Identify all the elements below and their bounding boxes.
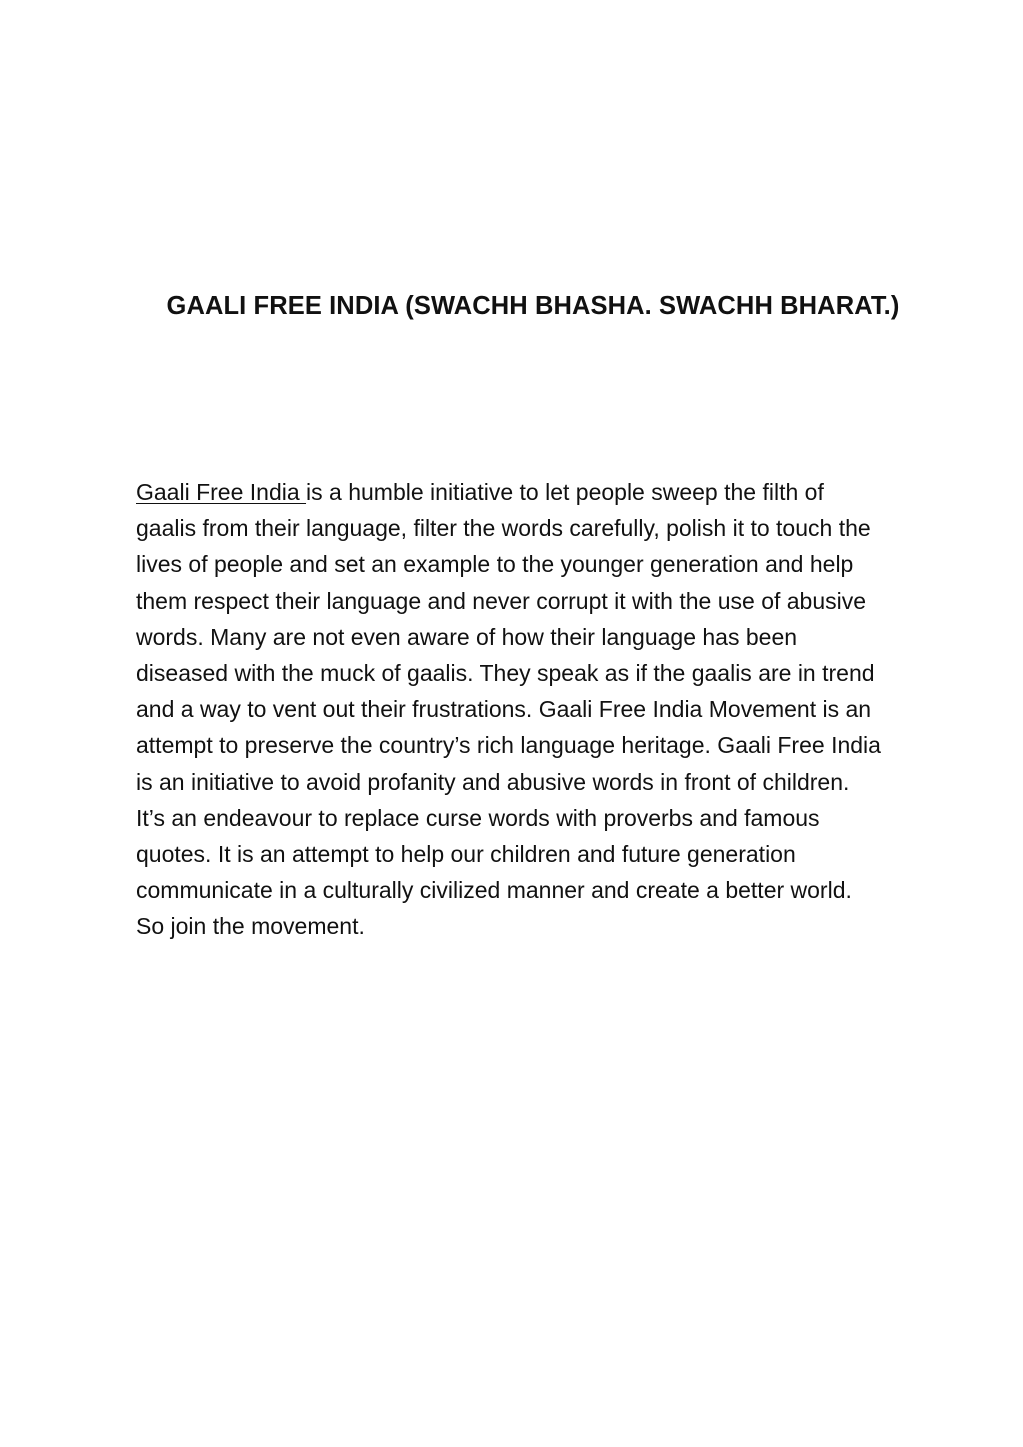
paragraph-line: words. Many are not even aware of how their language has been [136, 623, 798, 650]
paragraph-line: communicate in a culturally civilized manner and create a better world. [136, 877, 852, 904]
paragraph-line [136, 474, 966, 510]
paragraph-line: attempt to preserve the country’s rich language heritage. Gaali Free India [136, 732, 881, 759]
page-title: GAALI FREE INDIA (SWACHH BHASHA. SWACHH BHARAT.) [166, 292, 900, 320]
paragraph-line: is an initiative to avoid profanity and abusive words in front of children. [136, 768, 850, 795]
body-paragraph [136, 474, 966, 945]
paragraph-line-text: is a humble initiative to let people sweep the filth of [306, 479, 824, 505]
paragraph-line: and a way to vent out their frustrations. Gaali Free India Movement is an [136, 696, 872, 723]
paragraph-line: lives of people and set an example to the younger generation and help [136, 551, 854, 578]
paragraph-line: diseased with the muck of gaalis. They speak as if the gaalis are in trend [136, 660, 875, 687]
paragraph-line: quotes. It is an attempt to help our children and future generation [136, 841, 796, 868]
paragraph-line: It’s an endeavour to replace curse words with proverbs and famous [136, 804, 820, 831]
paragraph-line: them respect their language and never corrupt it with the use of abusive [136, 587, 867, 614]
gaali-free-india-link[interactable]: Gaali Free India [136, 479, 307, 505]
paragraph-line: So join the movement. [136, 913, 365, 940]
paragraph-line: gaalis from their language, filter the words carefully, polish it to touch the [136, 515, 871, 542]
